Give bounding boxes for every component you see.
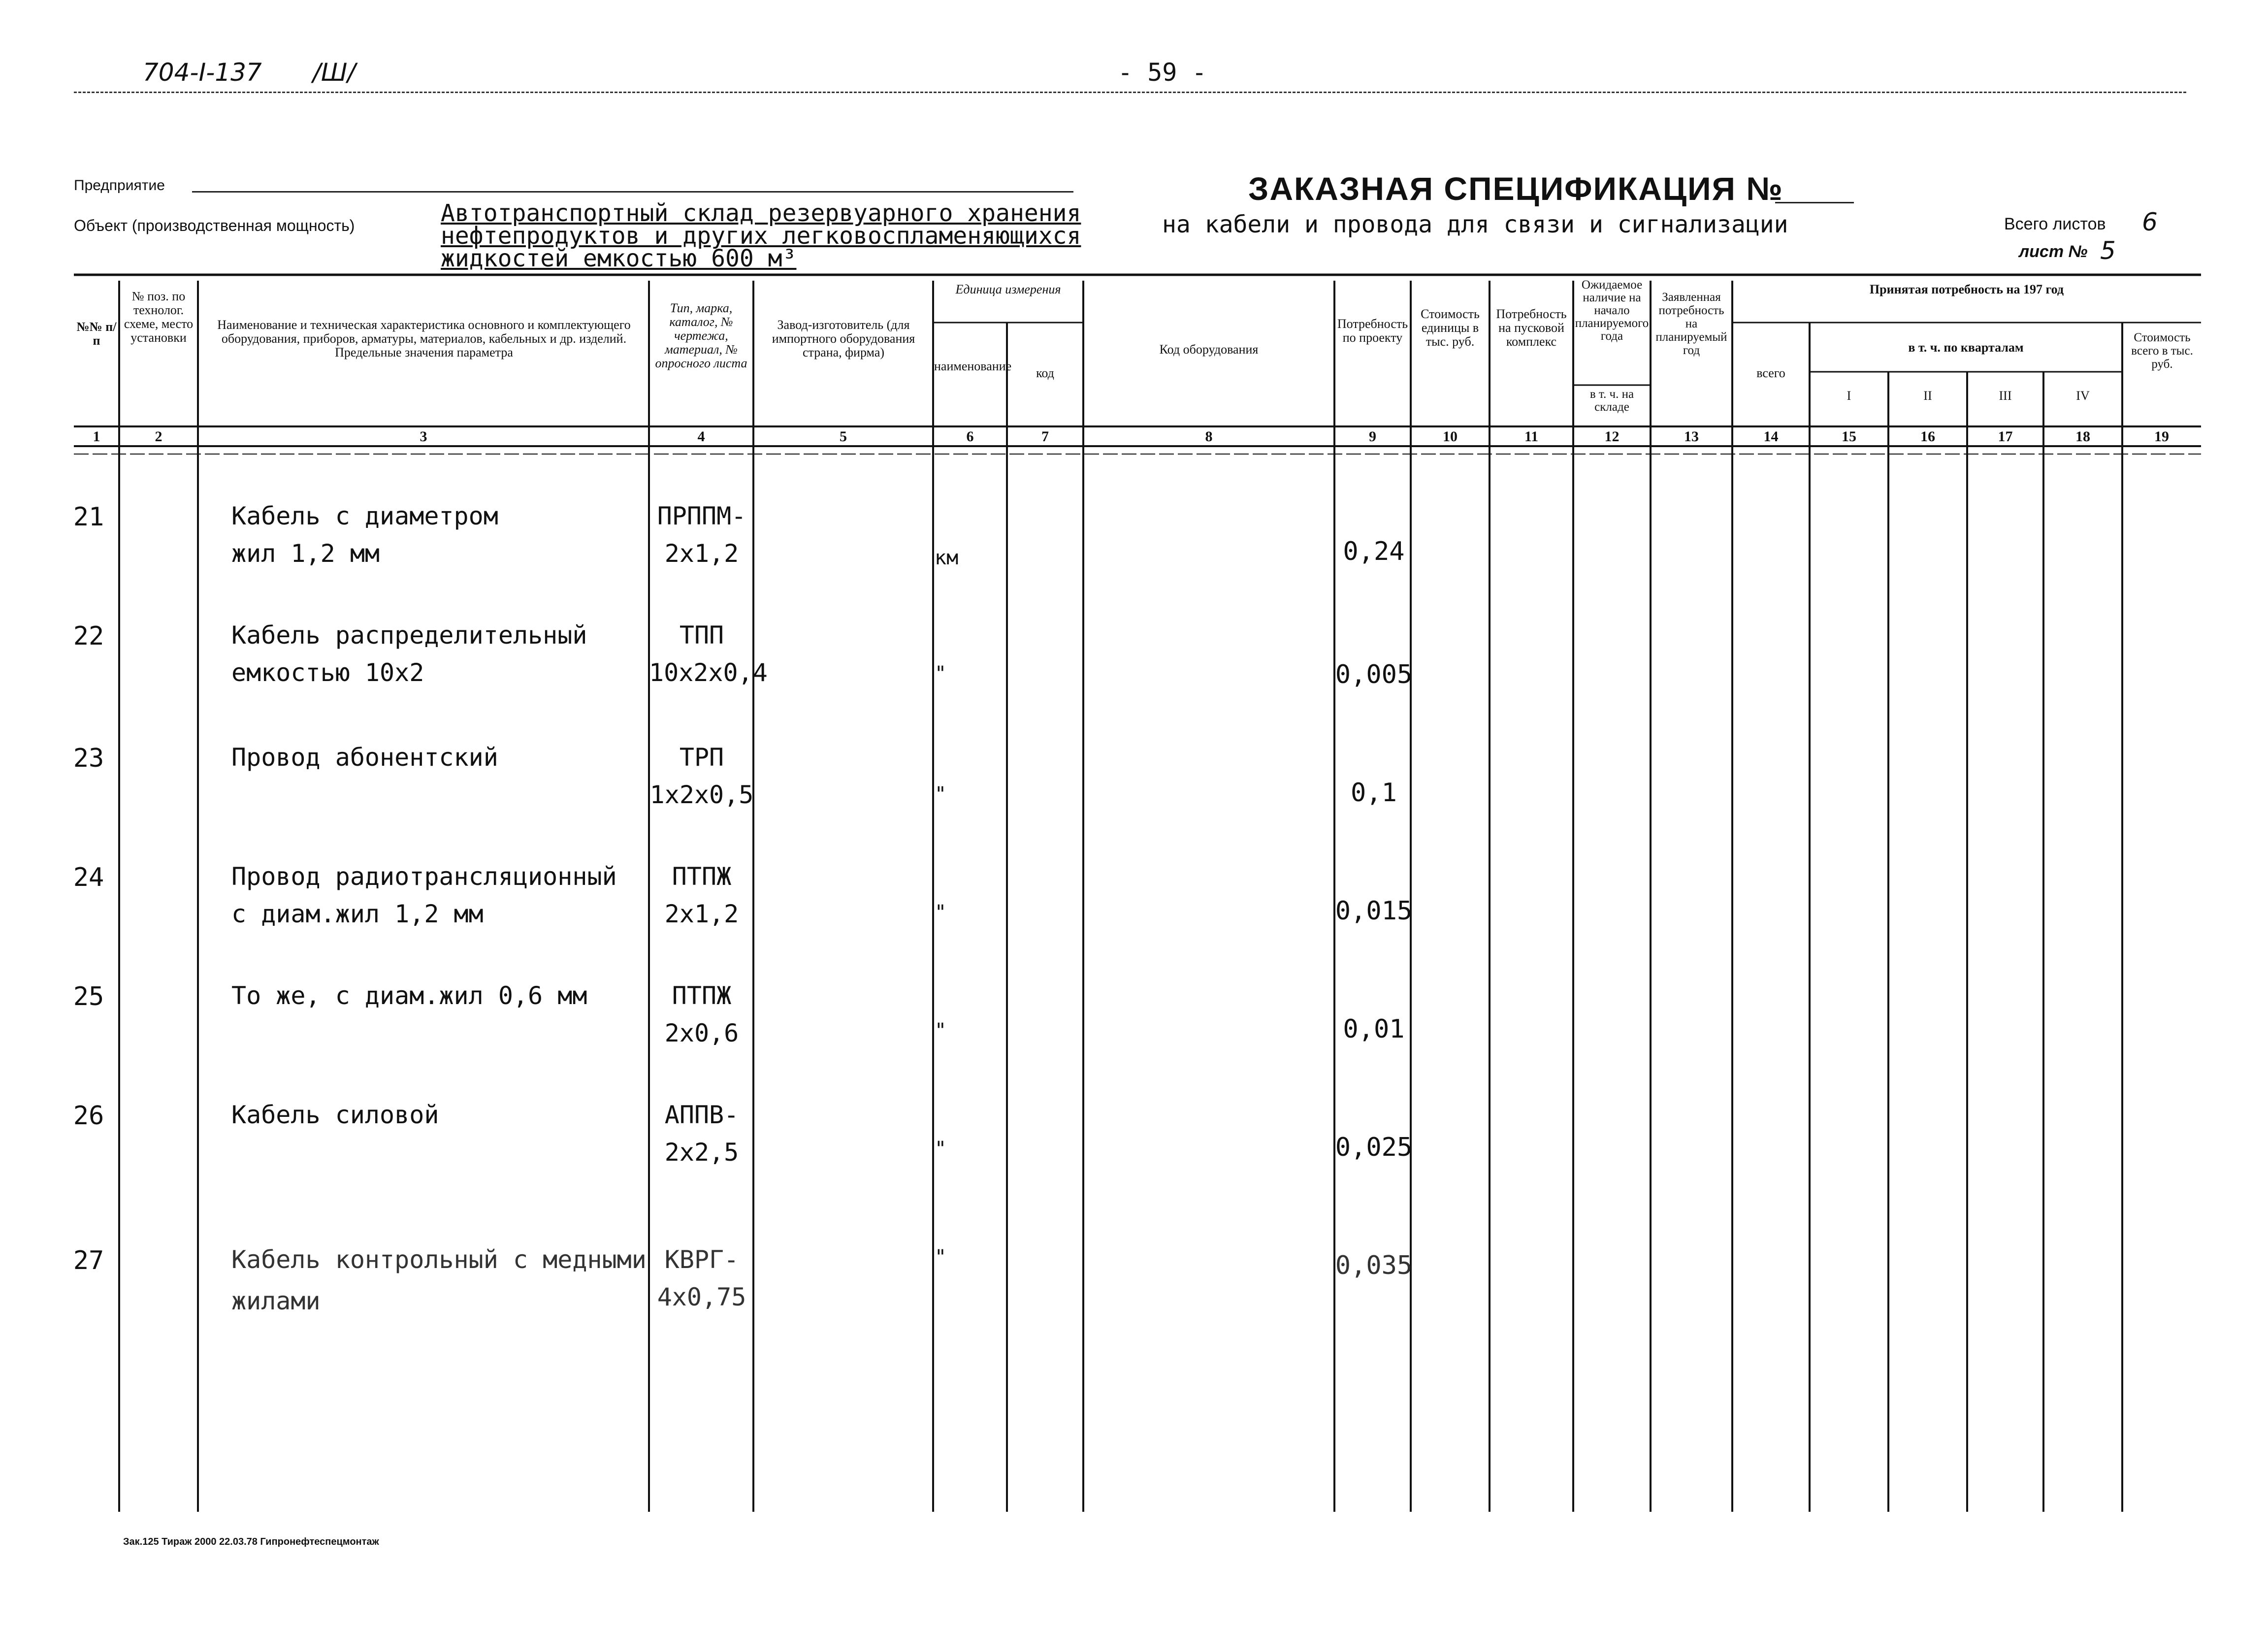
unit-name: " <box>935 783 947 806</box>
col-header-8: Код оборудования <box>1159 342 1259 357</box>
quantity: 0,015 <box>1335 896 1413 926</box>
spec-subtitle: на кабели и провода для связи и сигнализации <box>1162 211 1788 238</box>
print-note: Зак.125 Тираж 2000 22.03.78 Гипронефтеспецмонтаж <box>123 1536 379 1547</box>
col-number-10: 10 <box>1443 428 1458 445</box>
row-number: 27 <box>73 1246 104 1275</box>
col-number-5: 5 <box>840 428 847 445</box>
item-name: То же, с диам.жил 0,6 мм <box>231 981 587 1010</box>
col-header-6-7: Единица измерения <box>955 282 1061 296</box>
document-code: 704-I-137 <box>143 58 262 87</box>
item-type: ПТПЖ 2х0,6 <box>664 981 739 1047</box>
col-number-9: 9 <box>1369 428 1376 445</box>
item-type: КВРГ- 4х0,75 <box>657 1245 746 1311</box>
spec-title: ЗАКАЗНАЯ СПЕЦИФИКАЦИЯ № <box>1248 170 1783 207</box>
object-line-1: Автотранспортный склад резервуарного хранения <box>441 199 1081 227</box>
quantity: 0,24 <box>1343 537 1405 566</box>
sheet-label: лист № <box>2019 242 2088 261</box>
col-number-6: 6 <box>966 428 974 445</box>
album-number: /Ш/ <box>313 58 356 87</box>
col-header-1: №№ п/п <box>76 320 117 348</box>
unit-name: км <box>935 547 959 569</box>
col-number-2: 2 <box>155 428 162 445</box>
col-header-4: Тип, марка, каталог, № чертежа, материал, № опросного листа <box>655 301 747 370</box>
item-name: Кабель распределительный емкостью 10х2 <box>231 621 587 687</box>
enterprise-label: Предприятие <box>74 177 165 194</box>
row-number: 23 <box>73 744 104 773</box>
col-header-9: Потребность по проекту <box>1337 317 1408 345</box>
col-number-12: 12 <box>1604 428 1620 445</box>
col-header-5: Завод-изготовитель (для импортного оборудования страна, фирма) <box>772 318 915 359</box>
col-header-19: Стоимость всего в тыс. руб. <box>2131 331 2193 371</box>
quantity: 0,035 <box>1335 1251 1413 1280</box>
col-number-7: 7 <box>1041 428 1049 445</box>
col-header-2: № поз. по технолог. схеме, место установки <box>124 289 194 345</box>
total-sheets-value: 6 <box>2142 208 2158 236</box>
col-number-11: 11 <box>1524 428 1539 445</box>
item-name: Кабель контрольный с медными жилами <box>231 1245 647 1315</box>
unit-name: " <box>935 662 947 685</box>
item-name: Провод абонентский <box>231 743 498 772</box>
unit-name: " <box>935 1246 947 1269</box>
item-type: ПРППМ- 2х1,2 <box>657 502 746 568</box>
col-number-15: 15 <box>1842 428 1856 445</box>
col-number-8: 8 <box>1205 428 1213 445</box>
col-header-14: всего <box>1756 366 1785 380</box>
col-header-q1: I <box>1847 389 1851 403</box>
object-line-3: жидкостей емкостью 600 м³ <box>441 245 797 272</box>
col-number-18: 18 <box>2075 428 2090 445</box>
col-header-11: Потребность на пусковой комплекс <box>1496 307 1567 349</box>
row-number: 21 <box>73 502 104 532</box>
col-number-1: 1 <box>93 428 100 445</box>
quantity: 0,01 <box>1343 1014 1405 1044</box>
col-number-16: 16 <box>1920 428 1935 445</box>
object-label: Объект (производственная мощность) <box>74 217 355 234</box>
unit-name: " <box>935 1019 947 1042</box>
item-type: ТПП 10х2х0,4 <box>649 621 768 687</box>
col-number-3: 3 <box>420 428 427 445</box>
unit-name: " <box>935 1138 947 1160</box>
quantity: 0,025 <box>1335 1133 1413 1162</box>
col-header-15-18: в т. ч. по кварталам <box>1908 340 2024 355</box>
item-type: ПТПЖ 2х1,2 <box>664 862 739 928</box>
col-number-4: 4 <box>697 428 705 445</box>
col-header-12: Ожидаемое наличие на начало планируемого года <box>1575 278 1649 343</box>
col-header-3: Наименование и техническая характеристика основного и комплектующего оборудования, приборов, арматуры, материалов, кабельных и др. изделий. Предельные значения параметра <box>217 318 631 359</box>
col-header-q4: IV <box>2076 389 2090 403</box>
col-number-17: 17 <box>1998 428 2013 445</box>
item-name: Провод радиотрансляционный с диам.жил 1,2 мм <box>231 862 617 928</box>
row-number: 26 <box>73 1101 104 1131</box>
item-type: АППВ- 2х2,5 <box>664 1101 739 1167</box>
col-header-q2: II <box>1923 389 1932 403</box>
row-number: 25 <box>73 982 104 1011</box>
unit-name: " <box>935 901 947 924</box>
col-header-6: наименование <box>934 359 1012 373</box>
col-header-13: Заявленная потребность на планируемый год <box>1655 291 1727 357</box>
col-header-12-sub: в т. ч. на складе <box>1589 388 1634 414</box>
row-number: 24 <box>73 863 104 892</box>
row-number: 22 <box>73 621 104 651</box>
col-header-q3: III <box>1999 389 2012 403</box>
col-header-7: код <box>1036 366 1054 380</box>
col-header-10: Стоимость единицы в тыс. руб. <box>1421 307 1480 349</box>
col-number-14: 14 <box>1763 428 1779 445</box>
object-line-2: нефтепродуктов и других легковоспламеняющихся <box>441 222 1081 250</box>
quantity: 0,005 <box>1335 660 1413 689</box>
item-name: Кабель силовой <box>231 1101 439 1129</box>
col-number-13: 13 <box>1684 428 1699 445</box>
col-number-19: 19 <box>2154 428 2169 445</box>
sheet-number-value: 5 <box>2100 236 2116 265</box>
item-type: ТРП 1х2х0,5 <box>649 743 754 809</box>
item-name: Кабель с диаметром жил 1,2 мм <box>231 502 498 568</box>
total-sheets-label: Всего листов <box>2004 215 2106 233</box>
page-number: - 59 - <box>1118 58 1207 87</box>
col-header-14-18: Принятая потребность на 197 год <box>1869 282 2064 296</box>
quantity: 0,1 <box>1351 778 1397 808</box>
